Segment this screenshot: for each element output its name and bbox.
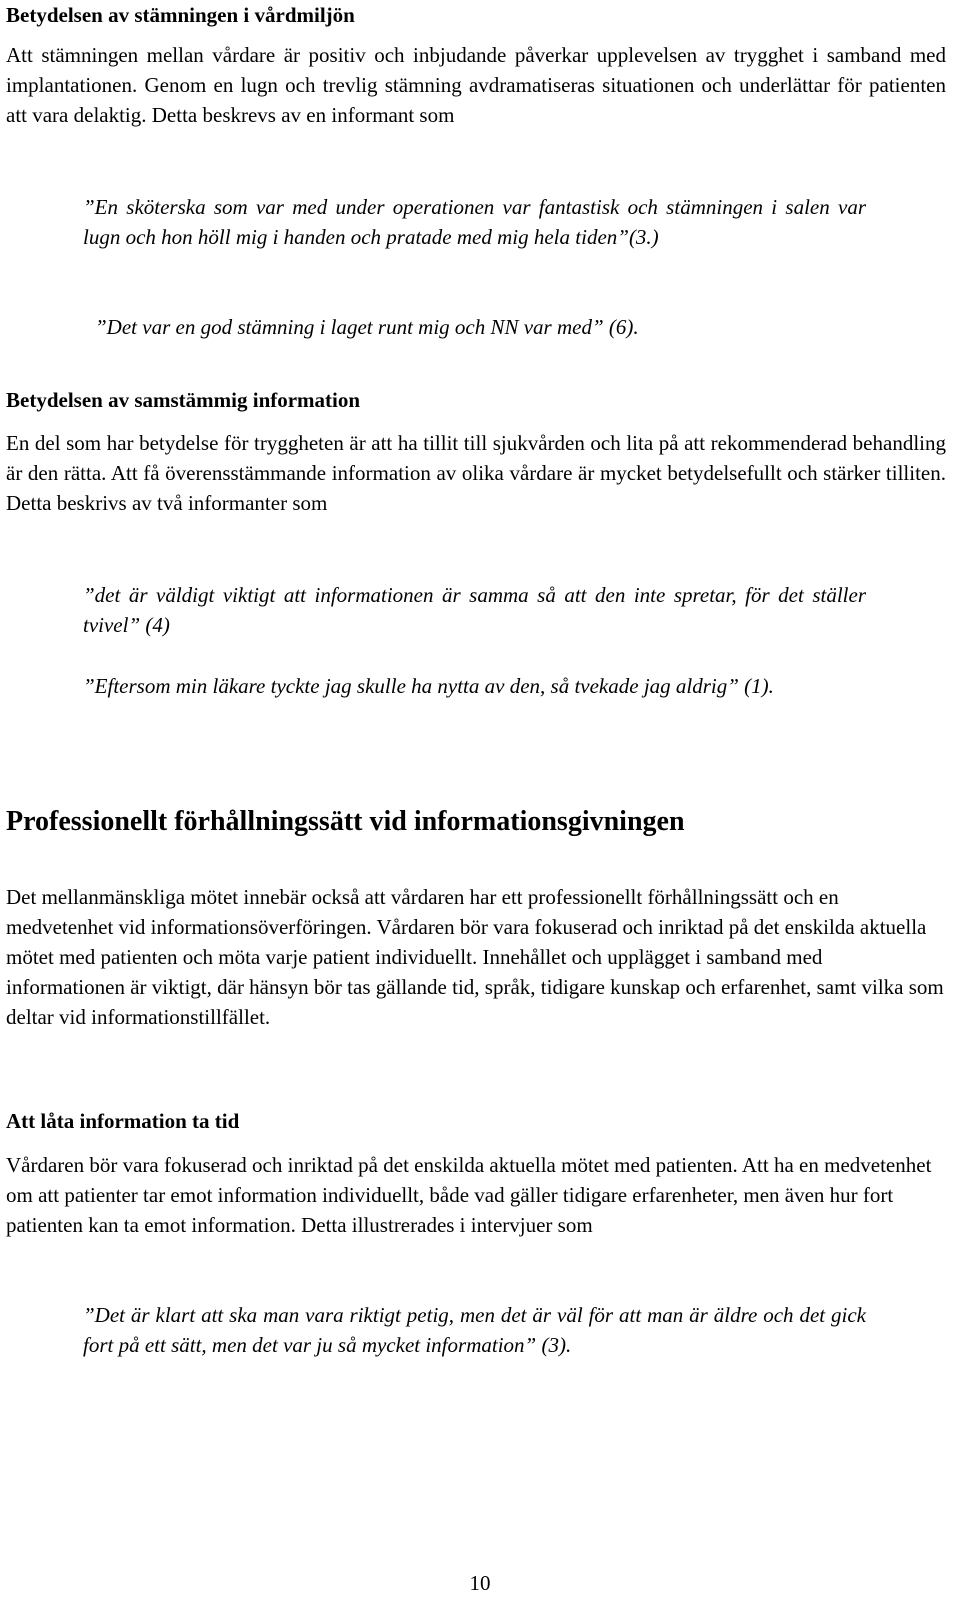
quote-riktigt-petig: ”Det är klart att ska man vara riktigt petig, men det är väl för att man är äldre och det gick fort på ett sätt, men det var ju så mycket information” (3). — [83, 1303, 866, 1357]
heading-lata-information-ta-tid: Att låta information ta tid — [6, 1109, 240, 1133]
paragraph-samstammig: En del som har betydelse för tryggheten är att ha tillit till sjukvården och lita på att rekommenderad behandling är den rätta. Att få överensstämmande information av olika vårdare är mycket betydelsefullt och stärker tilliten. Detta beskrivs av två informanter som — [6, 431, 946, 515]
quote-informationen-samma: ”det är väldigt viktigt att informationen är samma så att den inte spretar, för det ställer tvivel” (4) — [83, 583, 866, 637]
page-number: 10 — [469, 1571, 491, 1595]
quote-eftersom-lakare: ”Eftersom min läkare tyckte jag skulle ha nytta av den, så tvekade jag aldrig” (1). — [83, 674, 774, 698]
paragraph-stamning: Att stämningen mellan vårdare är positiv och inbjudande påverkar upplevelsen av trygghet i samband med implantationen. Genom en lugn och trevlig stämning avdramatiseras situationen och underlättar för patienten att vara delaktig. Detta beskrevs av en informant som — [6, 43, 946, 127]
heading-professionellt-forhallningssatt: Professionellt förhållningssätt vid informationsgivningen — [6, 806, 685, 837]
quote-god-stamning: ”Det var en god stämning i laget runt mig och NN var med” (6). — [95, 315, 639, 339]
heading-stamning-vardmiljo: Betydelsen av stämningen i vårdmiljön — [6, 3, 355, 27]
quote-skoterska: ”En sköterska som var med under operationen var fantastisk och stämningen i salen var lugn och hon höll mig i handen och pratade med mig hela tiden”(3.) — [83, 195, 866, 249]
heading-samstammig-information: Betydelsen av samstämmig information — [6, 388, 361, 412]
paragraph-lata-information: Vårdaren bör vara fokuserad och inriktad på det enskilda aktuella mötet med patienten. Att ha en medvetenhet om att patienter tar emot information individuellt, både vad gäller tidigare erfarenheter, men även hur fort patienten kan ta emot information. Detta illustrerades i intervjuer som — [6, 1153, 932, 1237]
paragraph-professionellt: Det mellanmänskliga mötet innebär också att vårdaren har ett professionellt förhållningssätt och en medvetenhet vid informationsöverföringen. Vårdaren bör vara fokuserad och inriktad på det enskilda aktuella mötet med patienten och möta varje patient individuellt. Innehållet och upplägget i samband med informationen är viktigt, där hänsyn bör tas gällande tid, språk, tidigare kunskap och erfarenhet, samt vilka som deltar vid informationstillfället. — [6, 885, 944, 1029]
